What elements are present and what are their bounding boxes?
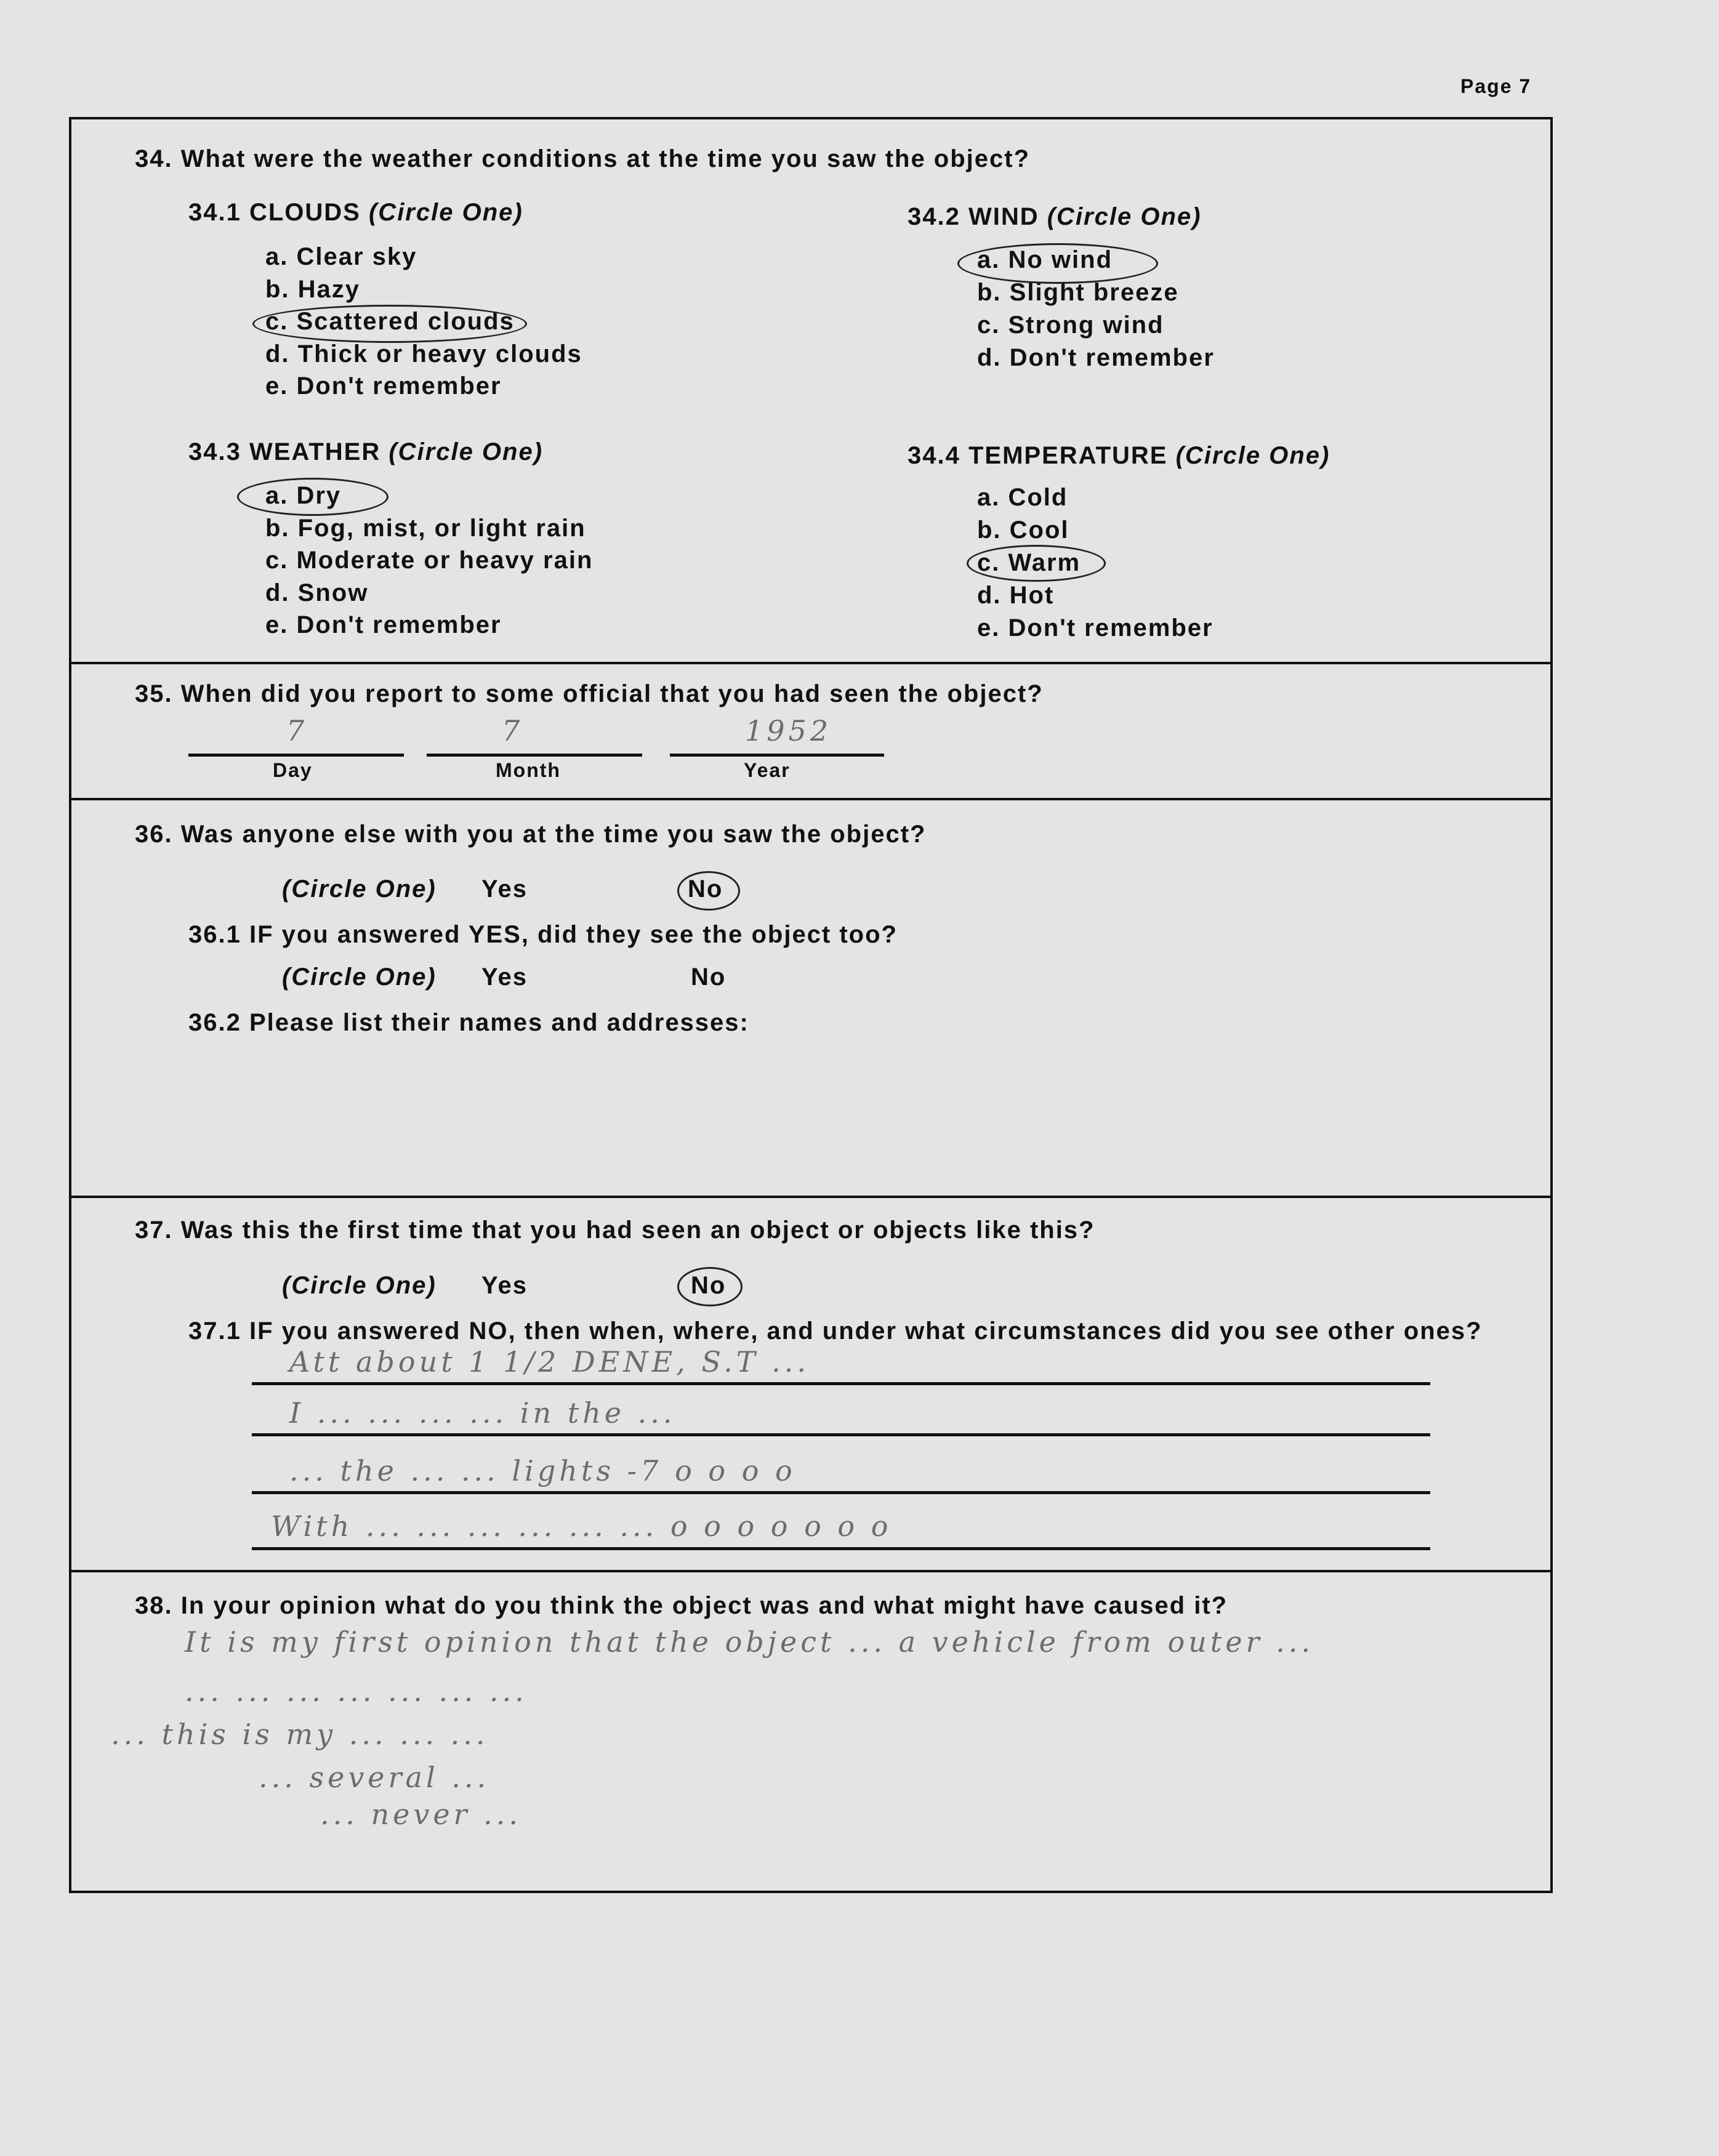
opinion-line-1[interactable]: It is my first opinion that the object ... a vehicle from outer ... <box>185 1625 1314 1659</box>
q36-1-yes[interactable]: Yes <box>481 963 528 991</box>
clouds-option-c[interactable]: c. Scattered clouds <box>265 308 515 335</box>
weather-option-c[interactable]: c. Moderate or heavy rain <box>265 547 594 574</box>
circle-one-hint: (Circle One) <box>388 438 544 465</box>
answer-line-1[interactable]: Att about 1 1/2 DENE, S.T ... <box>289 1345 810 1378</box>
wind-option-c[interactable]: c. Strong wind <box>977 312 1164 339</box>
opinion-line-2[interactable]: ... ... ... ... ... ... ... <box>185 1675 528 1708</box>
weather-option-a[interactable]: a. Dry <box>265 482 342 509</box>
page-number: Page 7 <box>1460 75 1532 97</box>
answer-line-4[interactable]: With ... ... ... ... ... ... o o o o o o o <box>271 1510 892 1543</box>
q37-no[interactable]: No <box>691 1272 727 1299</box>
clouds-option-b[interactable]: b. Hazy <box>265 276 361 303</box>
clouds-option-a[interactable]: a. Clear sky <box>265 243 417 270</box>
q36-no[interactable]: No <box>688 875 723 903</box>
q36-yes[interactable]: Yes <box>481 875 528 903</box>
year-value[interactable]: 1952 <box>745 714 832 747</box>
wind-title: 34.2 WIND <box>908 203 1039 230</box>
question-37: 37. Was this the first time that you had seen an object or objects like this? <box>135 1217 1095 1244</box>
clouds-title: 34.1 CLOUDS <box>188 199 361 226</box>
temperature-option-d[interactable]: d. Hot <box>977 582 1055 609</box>
weather-option-e[interactable]: e. Don't remember <box>265 611 502 638</box>
divider <box>69 1196 1553 1198</box>
q37-yes[interactable]: Yes <box>481 1272 528 1299</box>
weather-option-b[interactable]: b. Fog, mist, or light rain <box>265 515 586 542</box>
opinion-line-3[interactable]: ... this is my ... ... ... <box>111 1718 489 1751</box>
temperature-option-e[interactable]: e. Don't remember <box>977 614 1214 642</box>
wind-option-d[interactable]: d. Don't remember <box>977 344 1215 371</box>
answer-rule <box>252 1433 1430 1436</box>
answer-line-2[interactable]: I ... ... ... ... in the ... <box>289 1396 676 1430</box>
clouds-option-e[interactable]: e. Don't remember <box>265 372 502 400</box>
month-line <box>427 754 642 757</box>
day-label: Day <box>273 759 313 781</box>
q36-1-no[interactable]: No <box>691 963 727 991</box>
weather-title: 34.3 WEATHER <box>188 438 381 465</box>
circle-one-hint: (Circle One) <box>368 199 523 226</box>
opinion-line-5[interactable]: ... never ... <box>320 1798 522 1831</box>
question-36-2: 36.2 Please list their names and addresses: <box>188 1009 749 1036</box>
circle-one-hint: (Circle One) <box>1175 442 1331 469</box>
month-value[interactable]: 7 <box>502 714 524 747</box>
temperature-title: 34.4 TEMPERATURE <box>908 442 1168 469</box>
question-36-1: 36.1 IF you answered YES, did they see the object too? <box>188 921 898 948</box>
selection-circle <box>252 305 527 343</box>
question-35: 35. When did you report to some official that you had seen the object? <box>135 680 1044 707</box>
weather-option-d[interactable]: d. Snow <box>265 579 369 606</box>
wind-option-b[interactable]: b. Slight breeze <box>977 279 1179 306</box>
wind-option-a[interactable]: a. No wind <box>977 246 1113 273</box>
circle-one-hint: (Circle One) <box>282 963 437 991</box>
answer-rule <box>252 1382 1430 1385</box>
temperature-option-c[interactable]: c. Warm <box>977 549 1081 576</box>
selection-circle <box>967 545 1106 582</box>
question-37-1: 37.1 IF you answered NO, then when, where, and under what circumstances did you see other ones? <box>188 1317 1483 1345</box>
question-38: 38. In your opinion what do you think the object was and what might have caused it? <box>135 1592 1228 1619</box>
answer-rule <box>252 1491 1430 1494</box>
question-36: 36. Was anyone else with you at the time you saw the object? <box>135 821 927 848</box>
selection-circle <box>677 1267 743 1306</box>
divider <box>69 798 1553 800</box>
year-label: Year <box>744 759 791 781</box>
divider <box>69 1570 1553 1572</box>
opinion-line-4[interactable]: ... several ... <box>259 1761 490 1794</box>
divider <box>69 662 1553 664</box>
selection-circle <box>237 478 388 516</box>
selection-circle <box>957 243 1158 284</box>
selection-circle <box>677 871 740 911</box>
clouds-option-d[interactable]: d. Thick or heavy clouds <box>265 340 582 368</box>
question-34: 34. What were the weather conditions at the time you saw the object? <box>135 145 1031 172</box>
temperature-option-a[interactable]: a. Cold <box>977 484 1068 511</box>
temperature-option-b[interactable]: b. Cool <box>977 517 1069 544</box>
circle-one-hint: (Circle One) <box>1047 203 1202 230</box>
day-line <box>188 754 404 757</box>
circle-one-hint: (Circle One) <box>282 875 437 903</box>
day-value[interactable]: 7 <box>286 714 308 747</box>
year-line <box>670 754 884 757</box>
answer-line-3[interactable]: ... the ... ... lights -7 o o o o <box>289 1454 796 1487</box>
answer-rule <box>252 1547 1430 1550</box>
month-label: Month <box>496 759 561 781</box>
circle-one-hint: (Circle One) <box>282 1272 437 1299</box>
